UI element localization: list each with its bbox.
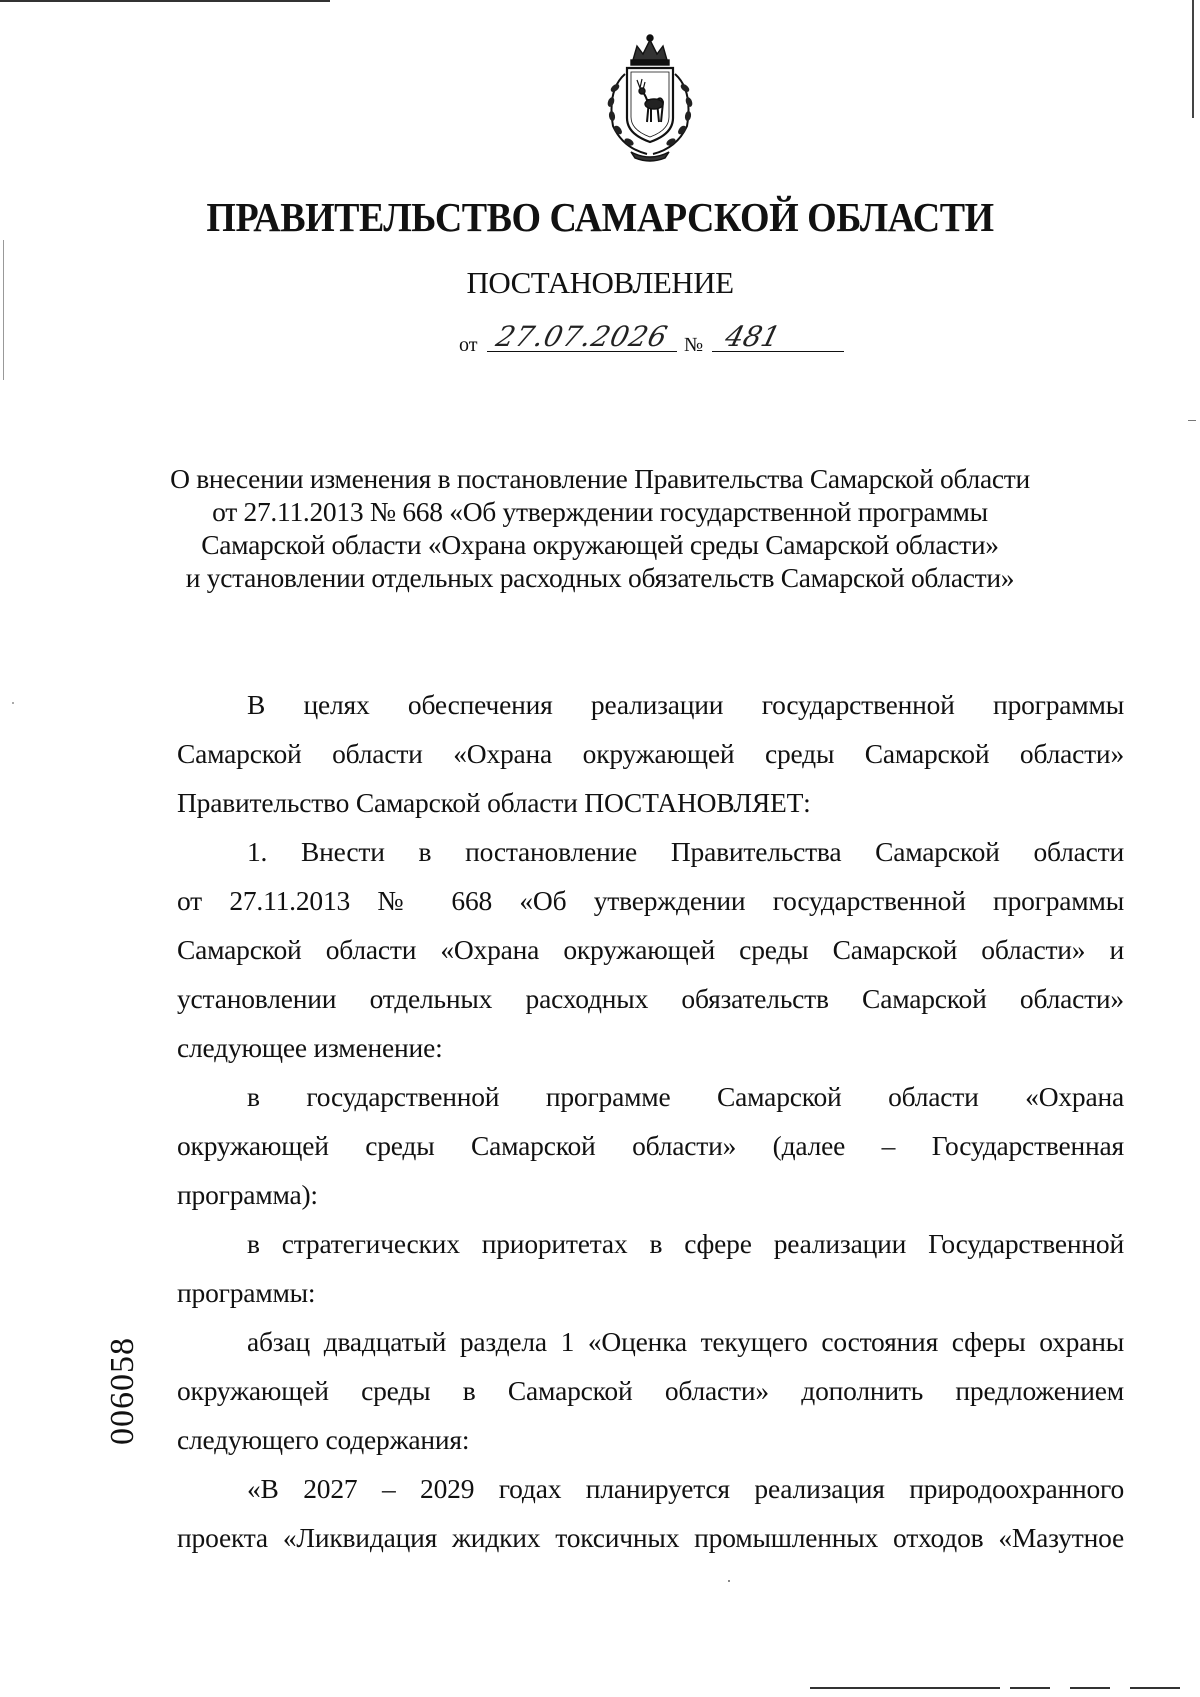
document-type: ПОСТАНОВЛЕНИЕ xyxy=(466,265,734,300)
quote-paragraph xyxy=(177,1464,1124,1562)
abzac-paragraph xyxy=(177,1317,1124,1464)
preamble-paragraph xyxy=(177,680,1124,827)
date-prefix: от xyxy=(459,334,478,356)
scan-speck xyxy=(12,702,14,704)
text-line: окружающей среды Самарской области» (далее – Государственная xyxy=(177,1130,1124,1161)
handwritten-number: 481 xyxy=(721,320,784,353)
text-line: проекта «Ликвидация жидких токсичных промышленных отходов «Мазутное xyxy=(177,1522,1124,1553)
text-line: «В 2027 – 2029 годах планируется реализация природоохранного xyxy=(247,1473,1124,1504)
text-line: Самарской области «Охрана окружающей среды Самарской области» и xyxy=(177,934,1124,965)
text-line: следующего содержания: xyxy=(177,1424,470,1455)
samara-oblast-coat-of-arms-icon xyxy=(585,30,715,165)
text-line: абзац двадцатый раздела 1 «Оценка текущего состояния сферы охраны xyxy=(247,1326,1124,1357)
subject-line: Самарской области «Охрана окружающей среды Самарской области» xyxy=(201,529,999,560)
handwritten-date: 27.07.2026 xyxy=(492,320,672,353)
text-line: окружающей среды в Самарской области» дополнить предложением xyxy=(177,1375,1124,1406)
date-field xyxy=(487,318,677,352)
document-body xyxy=(177,680,1124,1562)
number-prefix: № xyxy=(684,334,704,356)
scan-edge-top xyxy=(0,0,330,2)
scan-edge-bottom xyxy=(810,1687,1180,1689)
program-paragraph xyxy=(177,1072,1124,1219)
serial-number: 006058 xyxy=(104,1337,141,1445)
scan-edge-right xyxy=(1192,0,1194,118)
subject-line: от 27.11.2013 № 668 «Об утверждении государственной программы xyxy=(212,496,988,527)
text-line: в государственной программе Самарской области «Охрана xyxy=(247,1081,1124,1112)
text-line: от 27.11.2013 № 668 «Об утверждении государственной программы xyxy=(177,885,1124,916)
subject-line: и установлении отдельных расходных обязательств Самарской области» xyxy=(185,562,1015,593)
text-line: следующее изменение: xyxy=(177,1032,443,1063)
item-1-paragraph xyxy=(177,827,1124,1072)
text-line: установлении отдельных расходных обязательств Самарской области» xyxy=(177,983,1124,1014)
text-line: в стратегических приоритетах в сфере реализации Государственной xyxy=(247,1228,1124,1259)
text-line: Правительство Самарской области ПОСТАНОВЛЯЕТ: xyxy=(177,787,811,818)
text-line: В целях обеспечения реализации государственной программы xyxy=(247,689,1124,720)
scan-edge-left xyxy=(3,240,4,380)
text-line: 1. Внести в постановление Правительства Самарской области xyxy=(247,836,1124,867)
scan-mark-right xyxy=(1188,420,1196,421)
text-line: программы: xyxy=(177,1277,316,1308)
text-line: Самарской области «Охрана окружающей среды Самарской области» xyxy=(177,738,1124,769)
text-line: программа): xyxy=(177,1179,318,1210)
organization-title: ПРАВИТЕЛЬСТВО САМАРСКОЙ ОБЛАСТИ xyxy=(206,195,994,241)
subject-line: О внесении изменения в постановление Правительства Самарской области xyxy=(170,463,1030,494)
scan-speck xyxy=(728,1580,730,1582)
document-subject xyxy=(170,462,1030,594)
priorities-paragraph xyxy=(177,1219,1124,1317)
number-field xyxy=(712,318,844,352)
